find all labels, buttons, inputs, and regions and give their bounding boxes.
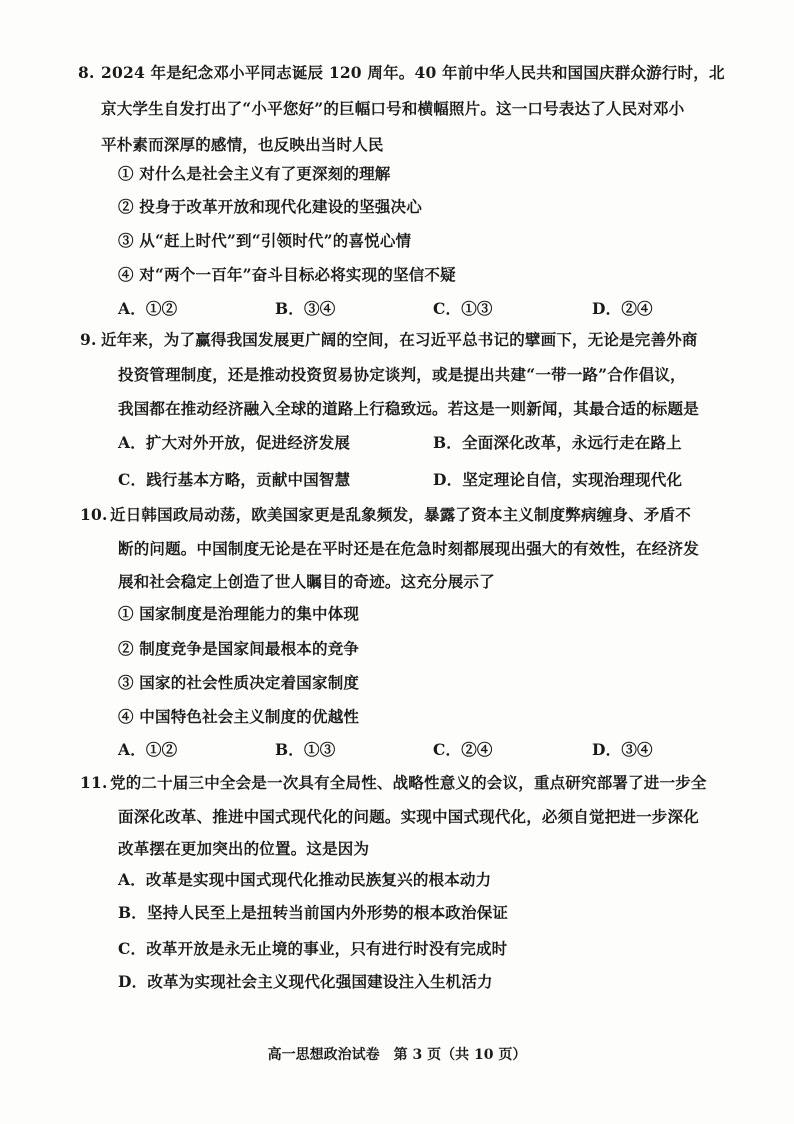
statement-item: ② 投身于改革开放和现代化建设的坚强决心 (118, 197, 422, 216)
question-stem-line: 投资管理制度，还是推动投资贸易协定谈判，或是提出共建“一带一路”合作倡议， (118, 365, 686, 384)
answer-choice[interactable]: A．改革是实现中国式现代化推动民族复兴的根本动力 (118, 870, 492, 889)
question-stem-line: 党的二十届三中全会是一次具有全局性、战略性意义的会议，重点研究部署了进一步全 (110, 773, 707, 792)
answer-choice[interactable]: D．坚定理论自信，实现治理现代化 (433, 470, 683, 489)
answer-choice[interactable]: B．全面深化改革，永远行走在路上 (433, 433, 682, 452)
answer-choice[interactable]: D．②④ (592, 299, 653, 318)
statement-item: ④ 中国特色社会主义制度的优越性 (118, 707, 360, 726)
answer-choice[interactable]: B．①③ (275, 740, 336, 759)
question-stem-line: 近年来，为了赢得我国发展更广阔的空间，在习近平总书记的擘画下，无论是完善外商 (101, 330, 698, 349)
question-stem-line: 我国都在推动经济融入全球的道路上行稳致远。若这是一则新闻，其最合适的标题是 (118, 399, 699, 418)
answer-choice[interactable]: A．①② (118, 299, 178, 318)
answer-choice[interactable]: C．践行基本方略，贡献中国智慧 (118, 470, 351, 489)
answer-choice[interactable]: D．③④ (592, 740, 653, 759)
statement-item: ④ 对“两个一百年”奋斗目标必将实现的坚信不疑 (118, 265, 456, 284)
statement-item: ③ 国家的社会性质决定着国家制度 (118, 673, 360, 692)
answer-choice[interactable]: B．坚持人民至上是扭转当前国内外形势的根本政治保证 (118, 903, 509, 922)
question-number: 9. (80, 330, 97, 349)
question-stem-line: 展和社会稳定上创造了世人瞩目的奇迹。这充分展示了 (118, 572, 495, 591)
answer-choice[interactable]: C．②④ (433, 740, 493, 759)
question-number: 8. (78, 63, 95, 82)
question-number: 11. (80, 773, 108, 792)
question-stem-line: 断的问题。中国制度无论是在平时还是在危急时刻都展现出强大的有效性，在经济发 (118, 539, 699, 558)
question-stem-line: 平朴素而深厚的感情，也反映出当时人民 (101, 135, 384, 154)
question-stem-line: 近日韩国政局动荡，欧美国家更是乱象频发，暴露了资本主义制度弊病缠身、矛盾不 (110, 505, 691, 524)
answer-choice[interactable]: A．①② (118, 740, 178, 759)
statement-item: ③ 从“赶上时代”到“引领时代”的喜悦心情 (118, 231, 412, 250)
question-stem-line: 2024 年是纪念邓小平同志诞辰 120 周年。40 年前中华人民共和国国庆群众游行时，北 (101, 63, 725, 82)
statement-item: ① 对什么是社会主义有了更深刻的理解 (118, 164, 391, 183)
answer-choice[interactable]: B．③④ (275, 299, 336, 318)
statement-item: ② 制度竞争是国家间最根本的竞争 (118, 639, 360, 658)
question-stem-line: 京大学生自发打出了“小平您好”的巨幅口号和横幅照片。这一口号表达了人民对邓小 (101, 99, 685, 118)
question-stem-line: 面深化改革、推进中国式现代化的问题。实现中国式现代化，必须自觉把进一步深化 (118, 807, 699, 826)
statement-item: ① 国家制度是治理能力的集中体现 (118, 604, 360, 623)
answer-choice[interactable]: C．①③ (433, 299, 493, 318)
answer-choice[interactable]: C．改革开放是永无止境的事业，只有进行时没有完成时 (118, 939, 508, 958)
answer-choice[interactable]: A．扩大对外开放，促进经济发展 (118, 433, 351, 452)
question-stem-line: 改革摆在更加突出的位置。这是因为 (118, 839, 370, 858)
page-footer: 高一思想政治试卷 第 3 页（共 10 页） (267, 1047, 527, 1063)
question-number: 10. (80, 505, 108, 524)
answer-choice[interactable]: D．改革为实现社会主义现代化强国建设注入生机活力 (118, 972, 493, 991)
